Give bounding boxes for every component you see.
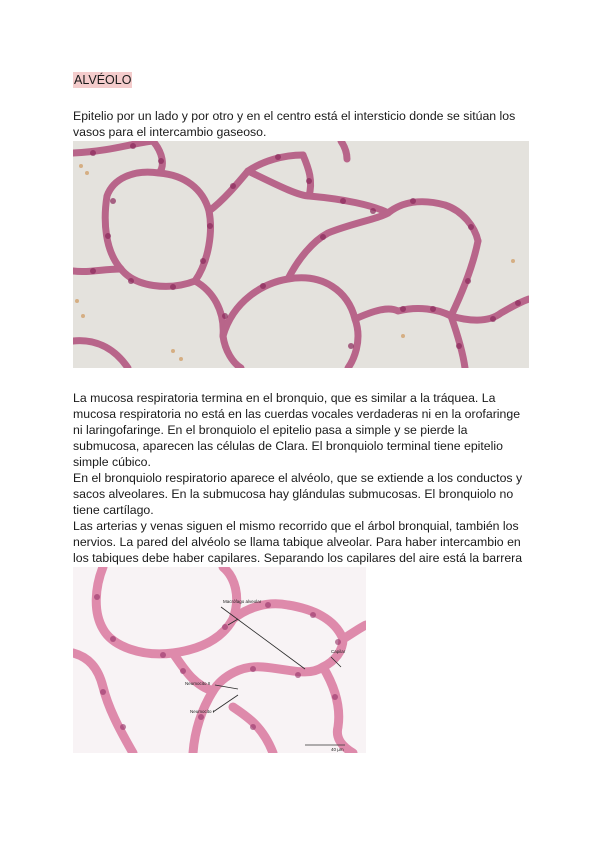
lung-micrograph-2 bbox=[73, 567, 366, 753]
body-paragraph: Las arterias y venas siguen el mismo recorrido que el árbol bronquial, también los nervios. La pared del alvéolo se llama tabique alveolar. Para haber intercambio en los tabiques debe haber capilares. Separando los capilares del aire está la barrera bbox=[73, 519, 523, 565]
body-paragraphs bbox=[73, 390, 533, 582]
label-pneumocyte-ii: Neumocito II bbox=[185, 681, 211, 686]
intro-text: Epitelio por un lado y por otro y en el centro está el intersticio donde se sitúan los vasos para el intercambio gaseoso. bbox=[73, 109, 516, 139]
label-macrophage: Macrófago alveolar bbox=[223, 599, 262, 604]
label-pneumocyte-i: Neumocito I bbox=[190, 709, 215, 714]
scale-bar-label: 40 µm bbox=[331, 747, 344, 752]
label-capillary: Capilar bbox=[331, 649, 346, 654]
page-title: ALVÉOLO bbox=[74, 73, 132, 87]
intro-paragraph bbox=[73, 108, 523, 140]
body-paragraph: La mucosa respiratoria termina en el bronquio, que es similar a la tráquea. La mucosa respiratoria no está en las cuerdas vocales verdaderas ni en la orofaringe ni laringofaringe. En el bronquiolo el epitelio pasa a simple y se pierde la submucosa, aparecen las células de Clara. El bronquiolo terminal tiene epitelio simple cúbico. bbox=[73, 391, 521, 469]
body-paragraph: En el bronquiolo respiratorio aparece el alvéolo, que se extiende a los conductos y sacos alveolares. En la submucosa hay glándulas submucosas. El bronquiolo no tiene cartílago. bbox=[73, 471, 523, 517]
lung-micrograph-1 bbox=[73, 141, 529, 368]
